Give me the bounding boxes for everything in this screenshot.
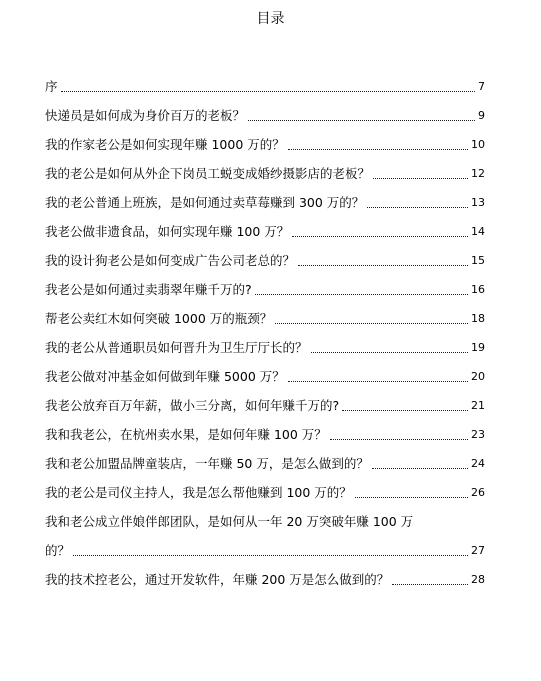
toc-entry-text: 我的老公从普通职员如何晋升为卫生厅厅长的？	[45, 340, 308, 355]
dot-leader	[330, 439, 468, 440]
dot-leader	[288, 381, 468, 382]
dot-leader	[298, 265, 468, 266]
toc-entry-text: 我的老公是司仪主持人，我是怎么帮他赚到 100 万的？	[45, 485, 352, 500]
toc-entry-text: 我老公做非遗食品，如何实现年赚 100 万？	[45, 224, 290, 239]
toc-entry-text: 我的老公是如何从外企下岗员工蜕变成婚纱摄影店的老板？	[45, 166, 371, 181]
toc-page-number: 27	[471, 544, 485, 557]
toc-entry[interactable]	[45, 246, 485, 275]
toc-entry-text: 我的设计狗老公是如何变成广告公司老总的？	[45, 253, 296, 268]
dot-leader	[73, 555, 468, 556]
toc-entry[interactable]	[45, 159, 485, 188]
toc-entry[interactable]	[45, 507, 485, 565]
toc-entry[interactable]	[45, 188, 485, 217]
toc-entry-text: 我和老公成立伴娘伴郎团队，是如何从一年 20 万突破年赚 100 万	[45, 514, 414, 529]
toc-entry[interactable]	[45, 130, 485, 159]
toc-entry-text: 我和老公加盟品牌童装店，一年赚 50 万，是怎么做到的？	[45, 456, 369, 471]
dot-leader	[255, 294, 468, 295]
dot-leader	[372, 468, 468, 469]
toc-page-number: 12	[471, 167, 485, 180]
toc-entry[interactable]	[45, 449, 485, 478]
dot-leader	[367, 207, 468, 208]
dot-leader	[355, 497, 468, 498]
dot-leader	[275, 323, 468, 324]
toc-entry-text: 我老公做对冲基金如何做到年赚 5000 万？	[45, 369, 285, 384]
toc-entry-text: 我老公放弃百万年薪，做小三分离，如何年赚千万的?	[45, 398, 340, 413]
dot-leader	[288, 149, 468, 150]
toc-entry[interactable]	[45, 101, 485, 130]
toc-page-number: 15	[471, 254, 485, 267]
dot-leader	[373, 178, 468, 179]
toc-page-number: 26	[471, 486, 485, 499]
toc-entry-text: 我的作家老公是如何实现年赚 1000 万的？	[45, 137, 285, 152]
dot-leader	[61, 91, 475, 92]
dot-leader	[392, 584, 468, 585]
toc-title: 目录	[256, 11, 285, 27]
toc-entry[interactable]	[45, 217, 485, 246]
toc-entry[interactable]	[45, 72, 485, 101]
toc-entry-text: 我和我老公，在杭州卖水果，是如何年赚 100 万？	[45, 427, 327, 442]
toc-entry[interactable]	[45, 391, 485, 420]
toc-entry[interactable]	[45, 275, 485, 304]
toc-entry[interactable]	[45, 478, 485, 507]
toc-entry-text: 序	[45, 79, 58, 94]
toc-page-number: 21	[471, 399, 485, 412]
toc-page-number: 18	[471, 312, 485, 325]
toc-entry-text: 快递员是如何成为身价百万的老板？	[45, 108, 246, 123]
toc-entry[interactable]	[45, 565, 485, 594]
toc-page-number: 16	[471, 283, 485, 296]
toc-page-number: 9	[478, 109, 485, 122]
toc-entry-text: 帮老公卖红木如何突破 1000 万的瓶颈？	[45, 311, 273, 326]
toc-page-number: 23	[471, 428, 485, 441]
toc-entry-text: 我的技术控老公，通过开发软件，年赚 200 万是怎么做到的？	[45, 572, 390, 587]
toc-page-number: 14	[471, 225, 485, 238]
toc-page-number: 10	[471, 138, 485, 151]
dot-leader	[311, 352, 468, 353]
toc-page-number: 19	[471, 341, 485, 354]
toc-entry-text: 我老公是如何通过卖翡翠年赚千万的?	[45, 282, 252, 297]
dot-leader	[342, 410, 468, 411]
toc-page-number: 20	[471, 370, 485, 383]
toc-entry-text: 我的老公普通上班族，是如何通过卖草莓赚到 300 万的？	[45, 195, 365, 210]
toc-entry-text-continued: 的？	[45, 543, 71, 558]
toc-entry[interactable]	[45, 333, 485, 362]
table-of-contents	[45, 72, 485, 594]
toc-page-number: 24	[471, 457, 485, 470]
toc-page-number: 13	[471, 196, 485, 209]
dot-leader	[292, 236, 468, 237]
toc-page-number: 7	[478, 80, 485, 93]
toc-entry[interactable]	[45, 304, 485, 333]
toc-page-number: 28	[471, 573, 485, 586]
dot-leader	[248, 120, 475, 121]
toc-entry[interactable]	[45, 420, 485, 449]
toc-entry[interactable]	[45, 362, 485, 391]
